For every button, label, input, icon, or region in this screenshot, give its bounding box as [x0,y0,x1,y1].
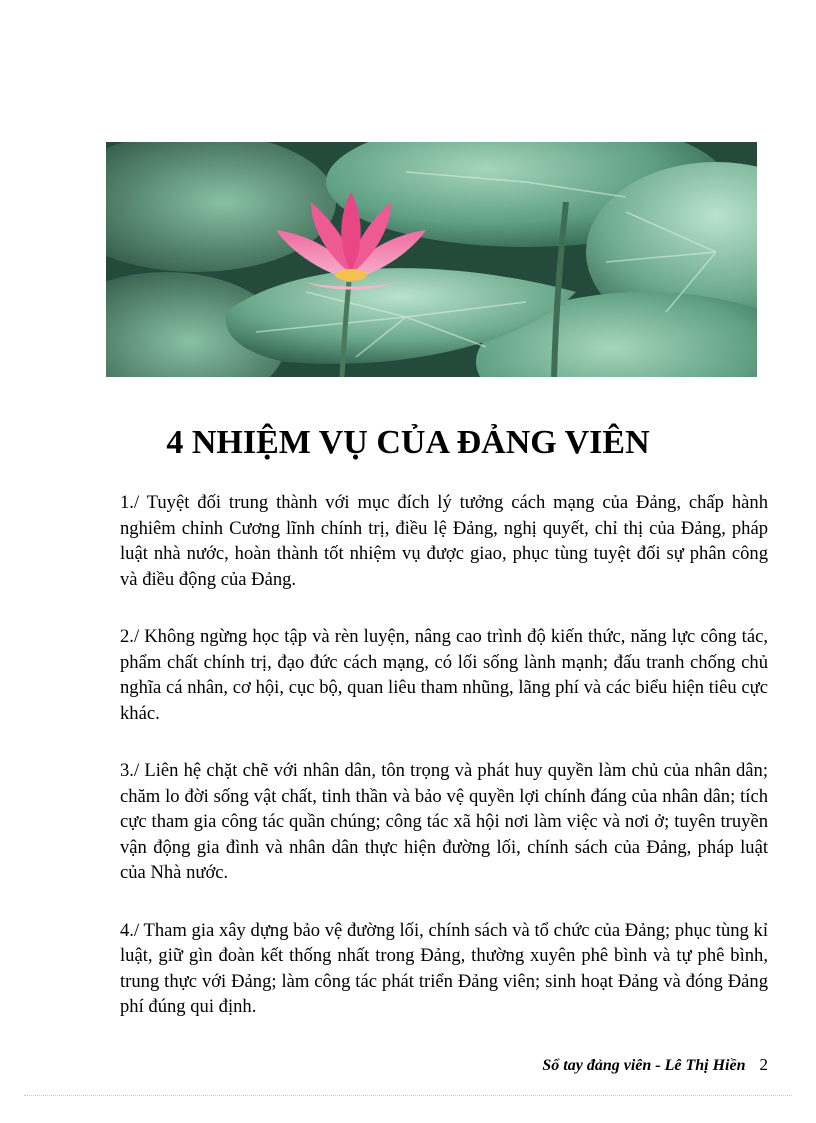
duty-paragraph-3: 3./ Liên hệ chặt chẽ với nhân dân, tôn trọng và phát huy quyền làm chủ của nhân dân; chăm lo đời sống vật chất, tinh thần và bảo vệ quyền lợi chính đáng của nhân dân; tích cực tham gia công tác quần chúng; công tác xã hội nơi làm việc và nơi ở; tuyên truyền vận động gia đình và nhân dân thực hiện đường lối, chính sách của Đảng, pháp luật của Nhà nước. [120,760,768,883]
page-footer [542,1054,768,1077]
page-title: 4 NHIỆM VỤ CỦA ĐẢNG VIÊN [166,424,650,461]
duties-list [120,490,768,1052]
page-number: 2 [759,1055,768,1074]
lotus-photo [106,142,757,377]
duty-paragraph-4: 4./ Tham gia xây dựng bảo vệ đường lối, chính sách và tổ chức của Đảng; phục tùng kỉ luật, giữ gìn đoàn kết thống nhất trong Đảng, thường xuyên phê bình và tự phê bình, trung thực với Đảng; làm công tác phát triển Đảng viên; sinh hoạt Đảng và đóng Đảng phí đúng qui định. [120,919,768,1017]
footer-title: Sổ tay đảng viên - Lê Thị Hiền [542,1057,746,1074]
lotus-image [106,142,757,377]
duty-paragraph-2: 2./ Không ngừng học tập và rèn luyện, nâng cao trình độ kiến thức, năng lực công tác, phẩm chất chính trị, đạo đức cách mạng, có lối sống lành mạnh; đấu tranh chống chủ nghĩa cá nhân, cơ hội, cục bộ, quan liêu tham nhũng, lãng phí và các biểu hiện tiêu cực khác. [120,626,768,724]
page-boundary-line [24,1095,792,1096]
duty-paragraph-1: 1./ Tuyệt đối trung thành với mục đích lý tưởng cách mạng của Đảng, chấp hành nghiêm chỉnh Cương lĩnh chính trị, điều lệ Đảng, nghị quyết, chỉ thị của Đảng, pháp luật nhà nước, hoàn thành tốt nhiệm vụ được giao, phục tùng tuyệt đối sự phân công và điều động của Đảng. [120,492,768,590]
